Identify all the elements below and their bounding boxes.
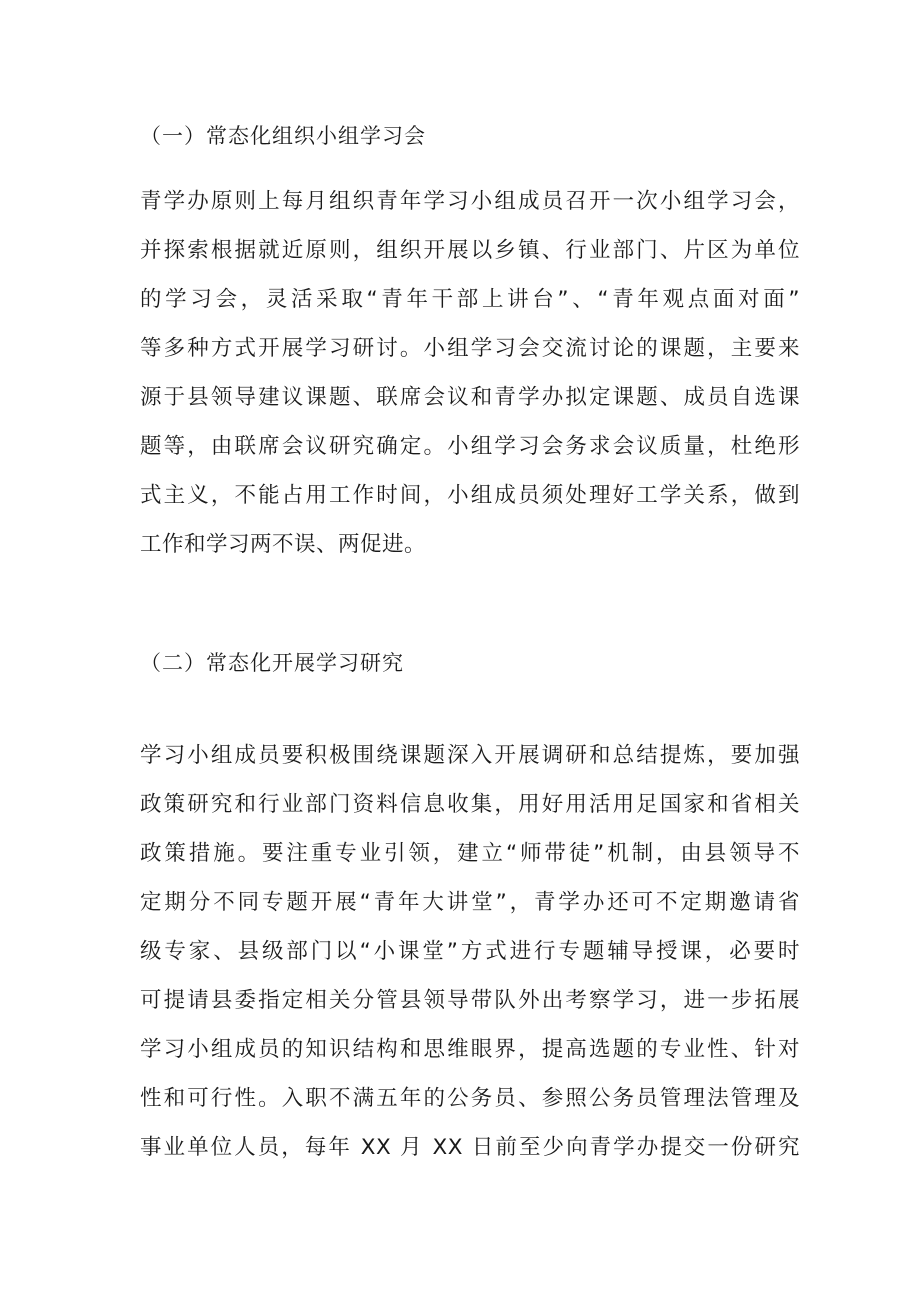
paragraph-line: 式主义，不能占用工作时间，小组成员须处理好工学关系，做到 <box>140 483 800 508</box>
paragraph-line: 青学办原则上每月组织青年学习小组成员召开一次小组学习会， <box>140 189 800 214</box>
paragraph-line: 性和可行性。入职不满五年的公务员、参照公务员管理法管理及 <box>140 1086 800 1111</box>
paragraph-line: 定期分不同专题开展“青年大讲堂”，青学办还可不定期邀请省 <box>140 890 800 915</box>
section-2-paragraph <box>140 731 800 1172</box>
paragraph-line: 可提请县委指定相关分管县领导带队外出考察学习，进一步拓展 <box>140 988 800 1013</box>
paragraph-line: 政策措施。要注重专业引领，建立“师带徒”机制，由县领导不 <box>140 841 800 866</box>
paragraph-line: 学习小组成员要积极围绕课题深入开展调研和总结提炼，要加强 <box>140 743 800 768</box>
paragraph-line: 政策研究和行业部门资料信息收集，用好用活用足国家和省相关 <box>140 792 800 817</box>
paragraph-line: 并探索根据就近原则，组织开展以乡镇、行业部门、片区为单位 <box>140 238 800 263</box>
paragraph-line: 等多种方式开展学习研讨。小组学习会交流讨论的课题，主要来 <box>140 336 800 361</box>
paragraph-line: 学习小组成员的知识结构和思维眼界，提高选题的专业性、针对 <box>140 1037 800 1062</box>
paragraph-line: 工作和学习两不误、两促进。 <box>140 532 427 557</box>
section-1-heading: （一）常态化组织小组学习会 <box>140 124 426 148</box>
paragraph-line: 事业单位人员，每年 XX 月 XX 日前至少向青学办提交一份研究 <box>140 1135 800 1160</box>
paragraph-line: 源于县领导建议课题、联席会议和青学办拟定课题、成员自选课 <box>140 385 800 410</box>
section-2-heading: （二）常态化开展学习研究 <box>140 651 404 675</box>
paragraph-line: 的学习会，灵活采取“青年干部上讲台”、“青年观点面对面” <box>140 287 800 312</box>
paragraph-line: 级专家、县级部门以“小课堂”方式进行专题辅导授课，必要时 <box>140 939 800 964</box>
paragraph-line: 题等，由联席会议研究确定。小组学习会务求会议质量，杜绝形 <box>140 434 800 459</box>
section-1-paragraph <box>140 177 800 569</box>
